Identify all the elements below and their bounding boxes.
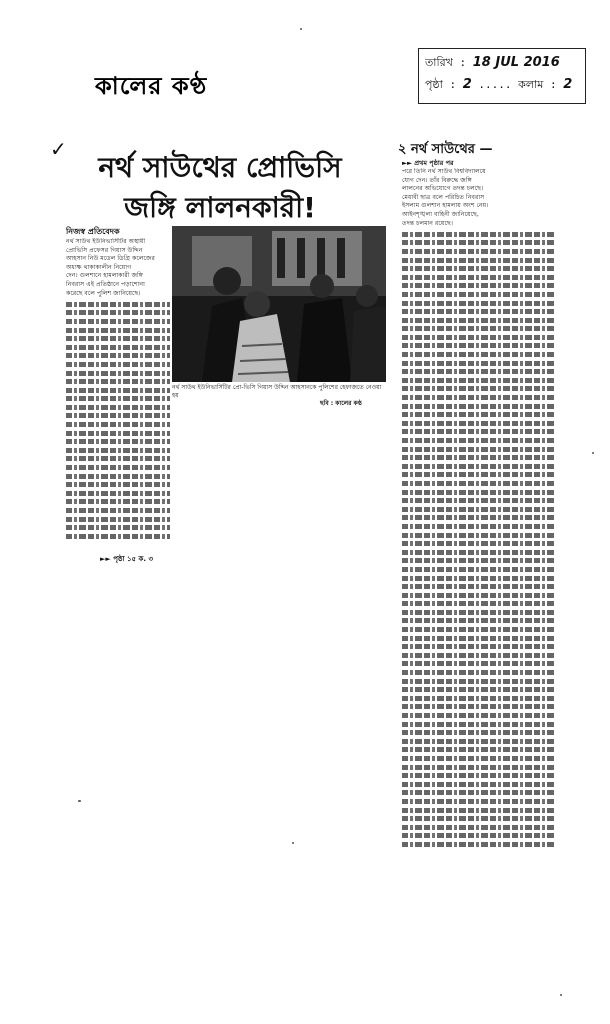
right-column-subheading: ►► প্রথম পৃষ্ঠার পর [402, 159, 454, 167]
stamp-column-label: কলাম [518, 78, 544, 91]
stamp-page-row: পৃষ্ঠা : 2 ..... কলাম : 2 [425, 77, 573, 92]
body-line: নিবরাস এই প্রতিষ্ঠানে পড়াশোনা [66, 280, 145, 288]
continued-marker: ►► পৃষ্ঠা ১৫ ক. ৩ [100, 555, 154, 563]
body-line: নর্থ সাউথ ইউনিভার্সিটির অস্থায়ী [66, 238, 146, 245]
body-line: দেন। গুলশানে হামলাকারী জঙ্গি [66, 272, 143, 280]
stamp-page-label: পৃষ্ঠা [425, 78, 443, 91]
right-column-heading: ২ নর্থ সাউথের — [398, 142, 493, 157]
scan-speck [292, 842, 294, 844]
headline-line-1: নর্থ সাউথের প্রোভিসি [98, 151, 342, 184]
body-line: প্রোভিসি প্রফেসর গিয়াস উদ্দিন [66, 246, 143, 254]
photo-image [172, 226, 386, 382]
stamp-date-row: তারিখ : 18 JUL 2016 [425, 55, 560, 70]
scan-speck [592, 452, 594, 454]
date-stamp [418, 48, 586, 104]
body-line: অধ্যক্ষ থাকাকালীন নিয়োগ [66, 263, 132, 271]
body-line: পরে তিনি নর্থ সাউথ বিশ্ববিদ্যালয়ে [402, 168, 486, 175]
stamp-date-label: তারিখ [425, 56, 453, 69]
body-line: তদন্ত চলমান রয়েছে। [402, 219, 453, 227]
body-line: মেধাবী ছাত্র বলে পরিচিত নিবরাস [402, 193, 485, 201]
left-column-body [66, 238, 170, 553]
body-line: আইনশৃঙ্খলা বাহিনী জানিয়েছে, [402, 210, 479, 218]
stamp-column-value: 2 [563, 77, 573, 92]
stamp-date-value: 18 JUL 2016 [472, 55, 560, 70]
photo-caption: নর্থ সাউথ ইউনিভার্সিটির প্রো-ভিসি গিয়াস উদ্দিন আহসানকে পুলিশের হেফাজতে নেওয়া হয় [172, 384, 382, 399]
body-line: ইসলাম গুলশান হামলায় অংশ নেয়। [402, 202, 489, 210]
body-line: যোগ দেন। তাঁর বিরুদ্ধে জঙ্গি [402, 176, 472, 184]
body-line: আহসান নিউ মডেল ডিগ্রি কলেজের [66, 255, 155, 263]
scan-speck [300, 28, 302, 30]
byline: নিজস্ব প্রতিবেদক [66, 227, 120, 236]
scan-speck [560, 994, 562, 996]
body-line: করেছে বলে পুলিশ জানিয়েছে। [66, 289, 141, 297]
stamp-page-value: 2 [462, 77, 472, 92]
headline-line-2: জঙ্গি লালনকারী! [124, 191, 316, 224]
scan-speck [78, 800, 81, 802]
masthead: কালের কণ্ঠ [95, 72, 208, 100]
news-photo [172, 226, 386, 382]
photo-credit: ছবি : কালের কণ্ঠ [320, 400, 362, 407]
body-line: লালনের অভিযোগে তদন্ত চলছে। [402, 185, 484, 193]
check-mark-icon: ✓ [50, 137, 67, 161]
right-column-body [402, 168, 554, 848]
